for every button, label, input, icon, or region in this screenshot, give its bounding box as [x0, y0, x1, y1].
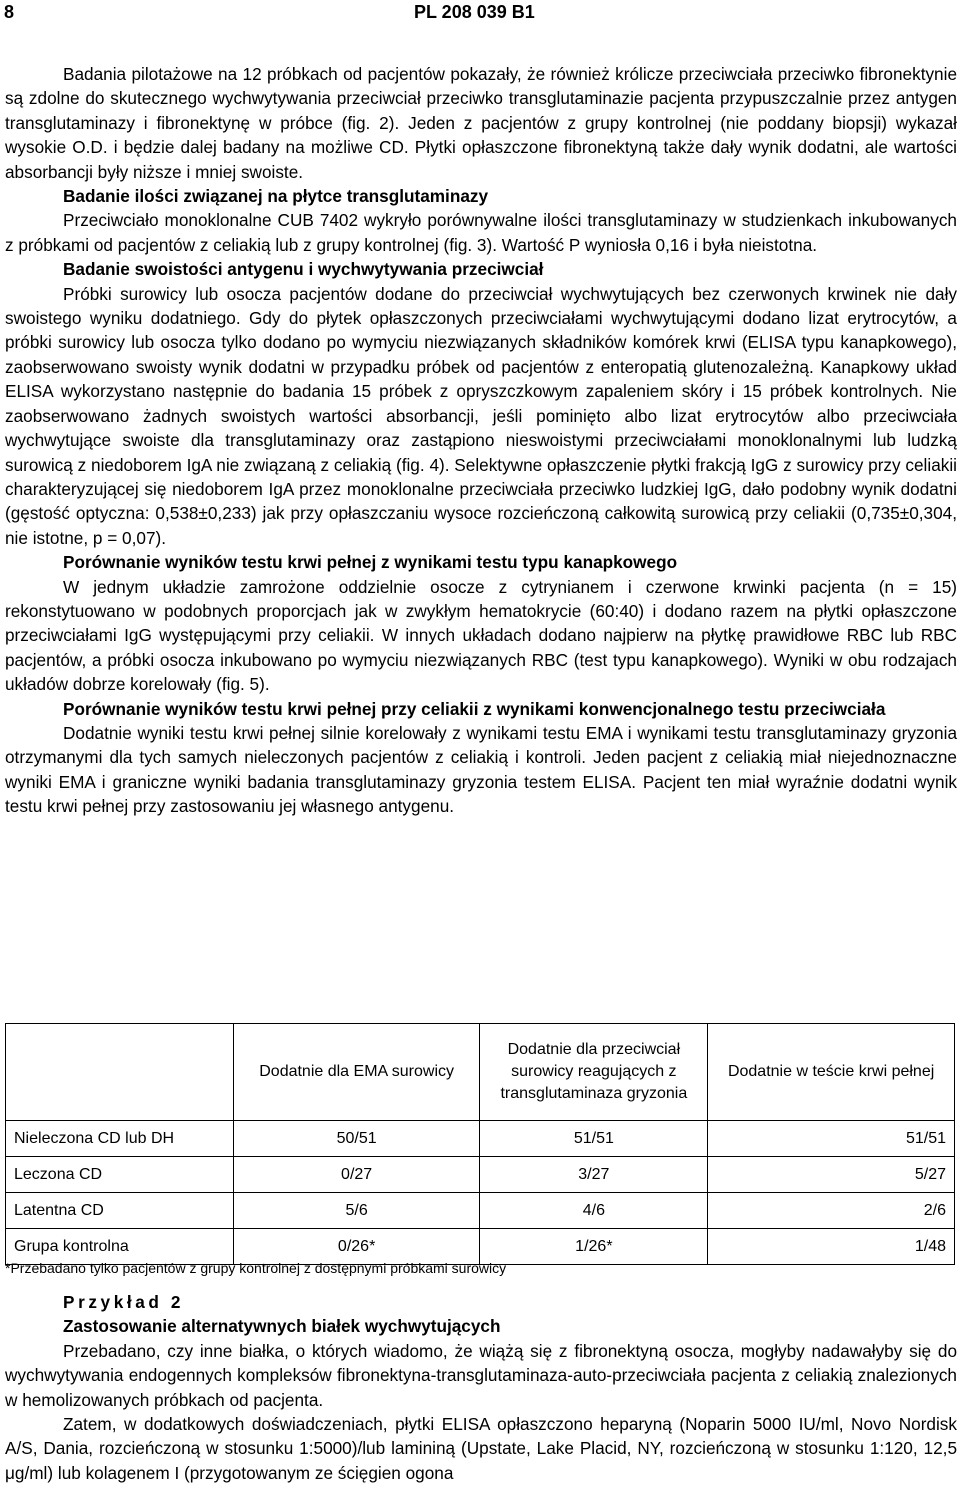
page-header [4, 2, 960, 26]
table-row [6, 1193, 955, 1229]
table-cell: 51/51 [480, 1121, 708, 1157]
table-cell: 2/6 [708, 1193, 955, 1229]
paragraph-additional-experiments: Zatem, w dodatkowych doświadczeniach, płytki ELISA opłaszczono heparyną (Noparin 5000 IU/ml, Novo Nordisk A/S, Dania, rozcieńczoną w stosunku 1:5000)/lub lamininą (Upstate, Lake Placid, NY, rozcieńczoną w stosunku 1:120, 12,5 μg/ml) lub kolagenem I (przygotowanym ze ścięgien ogona [5, 1414, 957, 1483]
table-cell-group: Grupa kontrolna [6, 1229, 234, 1265]
document-body [5, 62, 957, 819]
table-cell: 0/26* [233, 1229, 480, 1265]
section-heading-conventional-test: Porównanie wyników testu krwi pełnej przy celiakii z wynikami konwencjonalnego testu przeciwciała [63, 698, 886, 719]
table-cell: 1/26* [480, 1229, 708, 1265]
section-heading-whole-blood-vs-sandwich: Porównanie wyników testu krwi pełnej z wynikami testu typu kanapkowego [63, 552, 678, 573]
paragraph-whole-blood-comparison: W jednym układzie zamrożone oddzielnie osocze z cytrynianem i czerwone krwinki pacjenta (n = 15) rekonstytuowano w podobnych proporcjach jak w zwykłym hematokrycie (60:40) i dodano razem na płytki opłaszczone przeciwciałami IgG występującymi przy celiakii. W innych układach dodano najpierw na płytkę prawidłowe RBC lub RBC pacjentów, a próbki osocza inkubowano po wymyciu niezwiązanych RBC (test typu kanapkowego). Wyniki w obu rodzajach układów dobrze korelowały (fig. 5). [5, 576, 957, 695]
example-label: Przykład 2 [63, 1292, 185, 1312]
table-cell: 0/27 [233, 1157, 480, 1193]
page-number: 8 [4, 2, 15, 22]
example-title: Zastosowanie alternatywnych białek wychwytujących [63, 1316, 501, 1337]
paragraph-specificity-results: Próbki surowicy lub osocza pacjentów dodane do przeciwciał wychwytujących bez czerwonych krwinek nie dały swoistego wyniku dodatniego. Gdy do płytek opłaszczonych przeciwciałami wychwytującymi dodano lizat erytrocytów, a próbki surowicy lub osocza tylko dodano po wymyciu niezwiązanych składników komórek krwi (ELISA typu kanapkowego), zaobserwowano swoisty wynik dodatni w przypadku próbek od pacjentów z enteropatią glutenozależną. Kanapkowy układ ELISA wykorzystano następnie do badania 15 próbek z opryszczkowym zapaleniem skóry i 15 próbek kontrolnych. Nie zaobserwowano żadnych swoistych wartości absorbancji, jeśli pominięto albo lizat erytrocytów albo przeciwciała wychwytujące swoiste dla transglutaminazy oraz zastąpiono nieswoistymi przeciwciałami monoklonalnymi lub ludzką surowicą z niedoborem IgA nie związaną z celiakią (fig. 4). Selektywne opłaszczenie płytki frakcją IgG z surowicy przy celiakii charakteryzującej się niedoborem IgA przez monoklonalne przeciwciała przeciwko ludzkiej IgG, dało podobny wynik dodatni (gęstość optyczna: 0,538±0,233) jak przy opłaszczaniu wysoce rozcieńczoną całkowitą surowicą przy celiakii (0,735±0,304, nie istotne, p = 0,07). [5, 283, 957, 548]
example-section [5, 1290, 957, 1485]
table-header-whole-blood: Dodatnie w teście krwi pełnej [708, 1024, 955, 1121]
paragraph-alternative-proteins: Przebadano, czy inne białka, o których wiadomo, że wiążą się z fibronektyną osocza, mogłyby nadawałyby się do wychwytywania endogennych kompleksów fibronektyna-transglutaminaza-auto-przeciwciała pacjenta z celiakią znalezionych w hemolizowanych próbkach od pacjenta. [5, 1340, 957, 1410]
table-cell: 50/51 [233, 1121, 480, 1157]
table-header-row [6, 1024, 955, 1121]
table-cell: 3/27 [480, 1157, 708, 1193]
table-cell: 5/6 [233, 1193, 480, 1229]
table-header-empty [6, 1024, 234, 1121]
table-cell: 4/6 [480, 1193, 708, 1229]
table-header-ema: Dodatnie dla EMA surowicy [233, 1024, 480, 1121]
table-header-rodent-tg: Dodatnie dla przeciwciał surowicy reagujących z transglutaminaza gryzonia [480, 1024, 708, 1121]
results-table [5, 1023, 955, 1265]
table-cell-group: Latentna CD [6, 1193, 234, 1229]
table-cell: 1/48 [708, 1229, 955, 1265]
paragraph-monoclonal-antibody: Przeciwciało monoklonalne CUB 7402 wykryło porównywalne ilości transglutaminazy w studzienkach inkubowanych z próbkami od pacjentów z celiakią lub z grupy kontrolnej (fig. 3). Wartość P wyniosła 0,16 i była nieistotna. [5, 210, 957, 255]
paragraph-pilot-study: Badania pilotażowe na 12 próbkach od pacjentów pokazały, że również królicze przeciwciała przeciwko fibronektynie są zdolne do skutecznego wychwytywania przeciwciał przeciwko transglutaminazie pacjenta przypuszczalnie przez antygen transglutaminazy i fibronektynę w próbce (fig. 2). Jeden z pacjentów z grupy kontrolnej (nie poddany biopsji) wykazał wysokie O.D. i będzie dalej badany na możliwe CD. Płytki opłaszczone fibronektyną także dały wynik dodatni, ale wartości absorbancji były niższe i mniej swoiste. [5, 64, 957, 182]
table-footnote: *Przebadano tylko pacjentów z grupy kontrolnej z dostępnymi próbkami surowicy [5, 1260, 507, 1276]
table-cell: 51/51 [708, 1121, 955, 1157]
patent-id: PL 208 039 B1 [414, 2, 535, 22]
table-cell-group: Nieleczona CD lub DH [6, 1121, 234, 1157]
paragraph-conventional-results: Dodatnie wyniki testu krwi pełnej silnie korelowały z wynikami testu EMA i wynikami testu transglutaminazy gryzonia otrzymanymi dla tych samych nieleczonych pacjentów z celiakią i kontroli. Jeden pacjent z celiakią miał niejednoznaczne wyniki EMA i graniczne wyniki badania transglutaminazy gryzonia testem ELISA. Pacjent ten miał wyraźnie dodatni wynik testu krwi pełnej przy zastosowaniu jej własnego antygenu. [5, 722, 957, 817]
table-row [6, 1157, 955, 1193]
section-heading-transglutaminase-amount: Badanie ilości związanej na płytce transglutaminazy [63, 186, 489, 207]
table-cell: 5/27 [708, 1157, 955, 1193]
section-heading-antigen-specificity: Badanie swoistości antygenu i wychwytywania przeciwciał [63, 259, 544, 280]
table-row [6, 1121, 955, 1157]
table-cell-group: Leczona CD [6, 1157, 234, 1193]
